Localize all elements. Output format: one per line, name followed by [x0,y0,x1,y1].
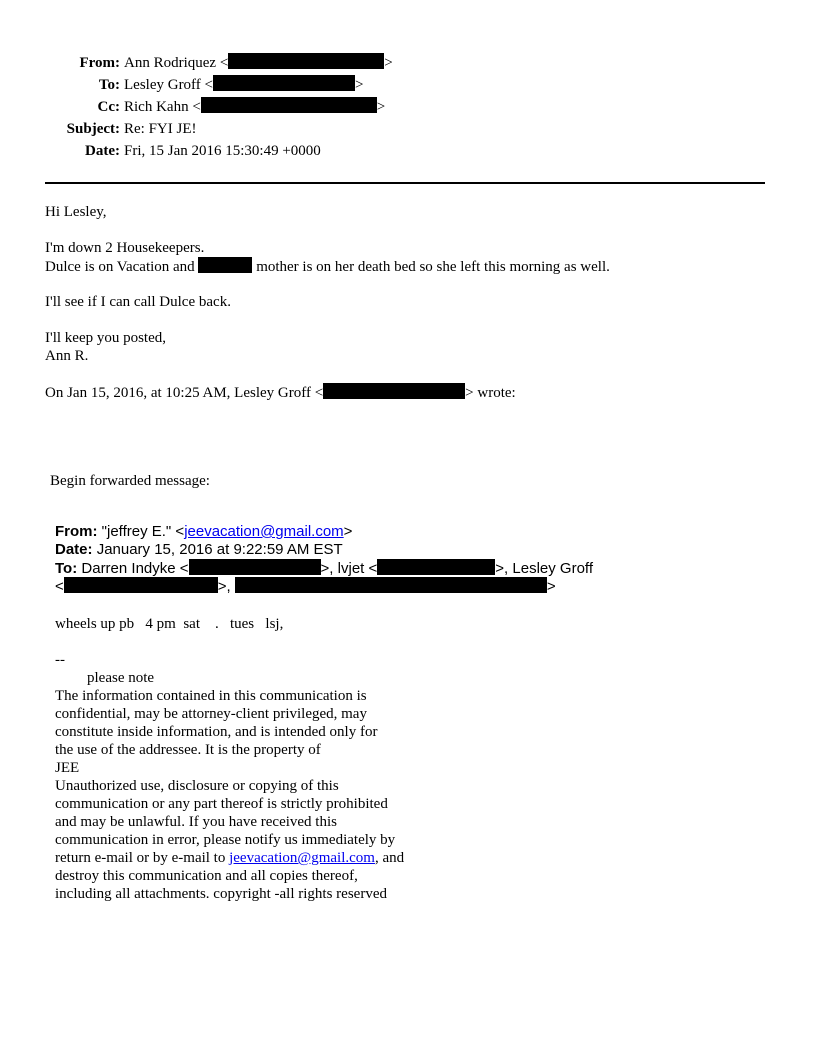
reply-body [45,203,775,401]
fwd-to-row-cont: < >, > [55,578,556,595]
redaction-box [198,257,252,273]
notice-line: the use of the addressee. It is the property of [55,742,321,758]
date-value: Fri, 15 Jan 2016 15:30:49 +0000 [124,143,321,159]
fwd-from-row: From: "jeffrey E." <jeevacation@gmail.com> [55,523,353,540]
redaction-box [213,75,355,91]
from-name: Ann Rodriquez [124,55,217,71]
cc-name: Rich Kahn [124,99,189,115]
to-label: To: [98,77,120,93]
signature: Ann R. [45,348,89,364]
forwarded-body [55,615,475,903]
fwd-to-row: To: Darren Indyke < >, lvjet < >, Lesley Groff [55,560,593,577]
notice-line: The information contained in this communication is [55,688,367,704]
notice-line: confidential, may be attorney-client privileged, may [55,706,367,722]
greeting: Hi Lesley, [45,204,107,220]
redaction-box [201,97,377,113]
reply-line: Dulce is on Vacation and mother is on her death bed so she left this morning as well. [45,259,610,275]
cc-label: Cc: [97,99,120,115]
notice-line: Unauthorized use, disclosure or copying of this [55,778,339,794]
forward-intro: Begin forwarded message: [50,473,210,489]
to-name: Lesley Groff [124,77,201,93]
notice-line: including all attachments. copyright -all rights reserved [55,886,387,902]
fwd-date-row: Date: January 15, 2016 at 9:22:59 AM EST [55,541,343,558]
notice-line: constitute inside information, and is intended only for [55,724,378,740]
notice-line: and may be unlawful. If you have received this [55,814,337,830]
reply-line: I'll see if I can call Dulce back. [45,294,231,310]
date-label: Date: [85,143,120,159]
sig-separator: -- [55,652,65,668]
please-note: please note [87,670,155,686]
redaction-box [235,577,547,593]
subject-value: Re: FYI JE! [124,121,197,137]
quote-attribution: On Jan 15, 2016, at 10:25 AM, Lesley Groff < > wrote: [45,385,516,401]
reply-line: I'm down 2 Housekeepers. [45,240,205,256]
notice-line: communication or any part thereof is strictly prohibited [55,796,388,812]
notice-line: return e-mail or by e-mail to jeevacation@gmail.com, and [55,850,405,866]
notice-line: destroy this communication and all copies thereof, [55,868,358,884]
header-divider [45,182,765,184]
redaction-box [64,577,218,593]
redaction-box [323,383,465,399]
notice-line: JEE [55,760,80,776]
notice-line: communication in error, please notify us immediately by [55,832,396,848]
redaction-box [189,559,321,575]
subject-label: Subject: [66,121,120,137]
from-label: From: [79,55,120,71]
forwarded-header [55,523,593,595]
redaction-box [228,53,384,69]
notice-email-link[interactable]: jeevacation@gmail.com [229,850,375,866]
reply-line: I'll keep you posted, [45,330,167,346]
fwd-message: wheels up pb 4 pm sat . tues lsj, [55,616,284,632]
fwd-from-email-link[interactable]: jeevacation@gmail.com [184,523,344,540]
redaction-box [377,559,495,575]
